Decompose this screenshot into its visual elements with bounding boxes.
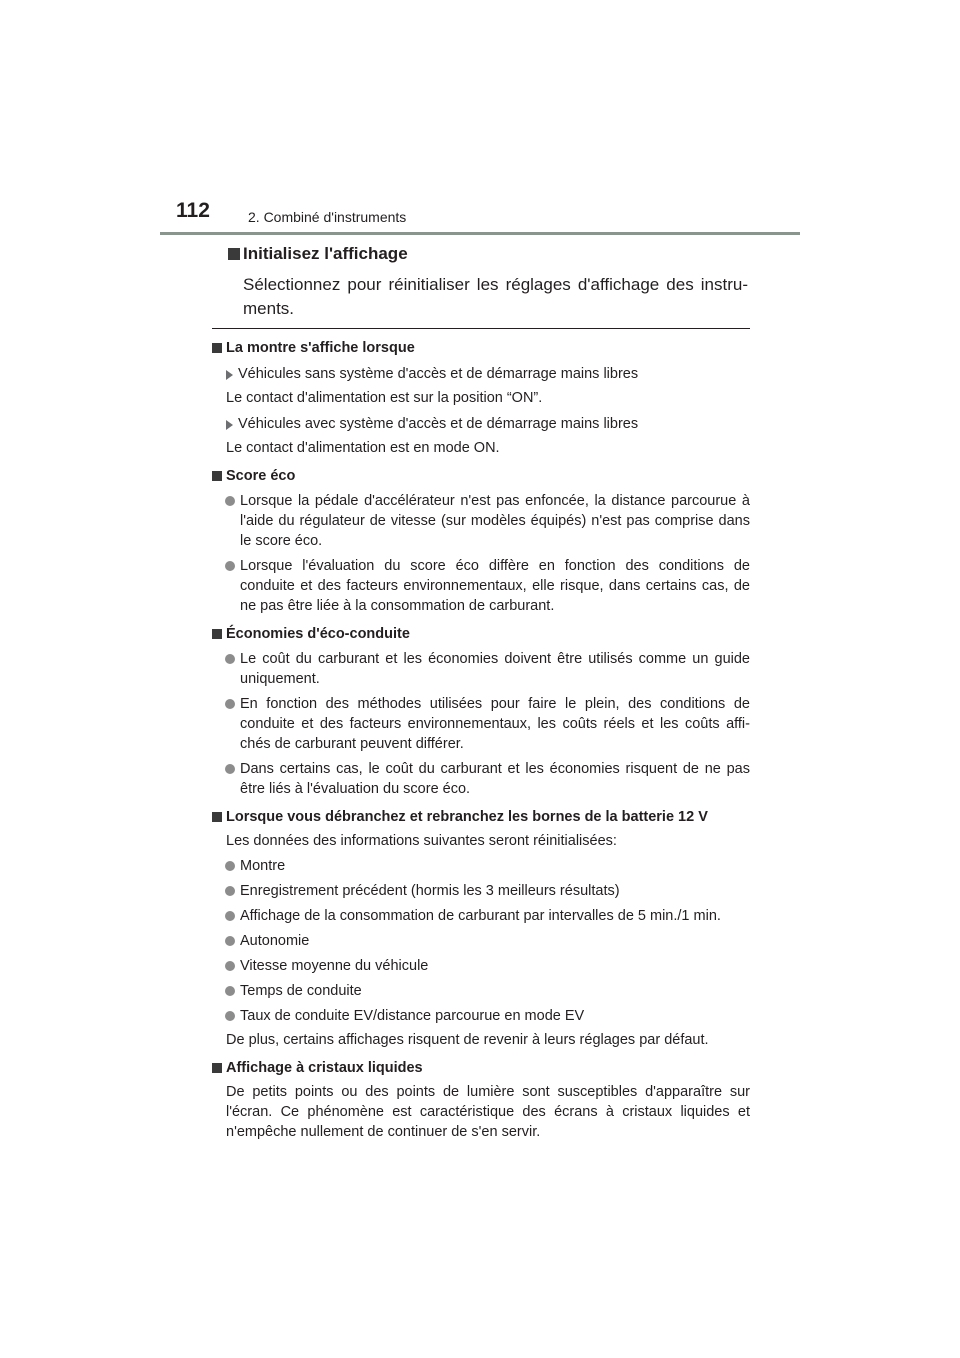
note-text: Le contact d'alimentation est sur la position “ON”.	[226, 390, 543, 406]
arrow-right-icon	[226, 420, 233, 430]
square-bullet-icon	[212, 812, 222, 822]
note-heading-eco-score	[212, 466, 750, 486]
list-item-text: Taux de conduite EV/distance parcourue en mode EV	[240, 1008, 585, 1024]
note-title: Score éco	[226, 468, 296, 484]
round-bullet-icon	[225, 654, 235, 664]
round-bullet-icon	[225, 886, 235, 896]
square-bullet-icon	[212, 1063, 222, 1073]
section-text: Sélectionnez pour réinitialiser les réglages d'affichage des instru-ments.	[243, 275, 748, 318]
list-item	[212, 649, 750, 689]
note-heading-watch	[212, 338, 750, 358]
round-bullet-icon	[225, 699, 235, 709]
list-item	[212, 881, 750, 901]
list-item-text: Autonomie	[240, 933, 310, 949]
note-title: Lorsque vous débranchez et rebranchez les bornes de la batterie 12 V	[226, 809, 708, 825]
square-bullet-icon	[212, 343, 222, 353]
note-heading-battery	[212, 807, 750, 827]
round-bullet-icon	[225, 496, 235, 506]
list-item	[212, 931, 750, 951]
list-item	[212, 1006, 750, 1026]
section-initialize-display	[228, 244, 748, 321]
list-item-text: Dans certains cas, le coût du carburant et les économies risquent de ne pas être liés à l'évaluation du score éco.	[240, 761, 750, 797]
round-bullet-icon	[225, 861, 235, 871]
arrow-right-icon	[226, 370, 233, 380]
round-bullet-icon	[225, 936, 235, 946]
section-title: Initialisez l'affichage	[243, 244, 408, 263]
list-item-text: Lorsque l'évaluation du score éco diffère en fonction des conditions de conduite et des facteurs environnementaux, elle risque, dans certains cas, de ne pas être liée à la consommation de carburant.	[240, 558, 750, 614]
list-item	[212, 906, 750, 926]
list-item	[212, 491, 750, 551]
note-title: Affichage à cristaux liquides	[226, 1060, 423, 1076]
vehicle-case-label: Véhicules sans système d'accès et de démarrage mains libres	[238, 366, 639, 382]
round-bullet-icon	[225, 911, 235, 921]
divider	[212, 328, 750, 329]
list-item-text: Lorsque la pédale d'accélérateur n'est pas enfoncée, la distance parcourue à l'aide du régulateur de vitesse (sur modèles équipés) n'est pas comprise dans le score éco.	[240, 493, 750, 549]
note-text: De plus, certains affichages risquent de revenir à leurs réglages par défaut.	[226, 1032, 709, 1048]
list-item	[212, 956, 750, 976]
note-title: Économies d'éco-conduite	[226, 626, 410, 642]
vehicle-case	[212, 364, 750, 384]
notes	[212, 338, 750, 1142]
square-bullet-icon	[228, 248, 240, 260]
note-text: Les données des informations suivantes seront réinitialisées:	[226, 833, 617, 849]
section-heading	[228, 244, 748, 264]
round-bullet-icon	[225, 961, 235, 971]
note-heading-eco-savings	[212, 624, 750, 644]
list-item-text: Le coût du carburant et les économies doivent être utilisés comme un guide uniquement.	[240, 651, 750, 687]
vehicle-case	[212, 414, 750, 434]
vehicle-case-label: Véhicules avec système d'accès et de démarrage mains libres	[238, 416, 639, 432]
header-rule	[160, 232, 800, 235]
note-title: La montre s'affiche lorsque	[226, 340, 415, 356]
round-bullet-icon	[225, 1011, 235, 1021]
note-text: De petits points ou des points de lumière sont susceptibles d'apparaître sur l'écran. Ce phénomène est caractéristique des écrans à cristaux liquides et n'empêche nullement de continuer de s'en servir.	[226, 1084, 750, 1140]
list-item-text: En fonction des méthodes utilisées pour faire le plein, des conditions de conduite et des facteurs environnementaux, les coûts réels et les coûts affi-chés de carburant peuvent différer.	[240, 696, 750, 752]
note-text: Le contact d'alimentation est en mode ON.	[226, 440, 500, 456]
round-bullet-icon	[225, 764, 235, 774]
list-item	[212, 759, 750, 799]
round-bullet-icon	[225, 561, 235, 571]
list-item-text: Affichage de la consommation de carburant par intervalles de 5 min./1 min.	[240, 908, 721, 924]
note-heading-lcd	[212, 1058, 750, 1078]
chapter-title: 2. Combiné d'instruments	[248, 209, 407, 225]
list-item	[212, 981, 750, 1001]
square-bullet-icon	[212, 471, 222, 481]
list-item	[212, 856, 750, 876]
list-item-text: Montre	[240, 858, 286, 874]
list-item-text: Enregistrement précédent (hormis les 3 meilleurs résultats)	[240, 883, 620, 899]
round-bullet-icon	[225, 986, 235, 996]
square-bullet-icon	[212, 629, 222, 639]
list-item	[212, 694, 750, 754]
list-item-text: Vitesse moyenne du véhicule	[240, 958, 429, 974]
page-number: 112	[176, 199, 210, 222]
list-item-text: Temps de conduite	[240, 983, 362, 999]
list-item	[212, 556, 750, 616]
